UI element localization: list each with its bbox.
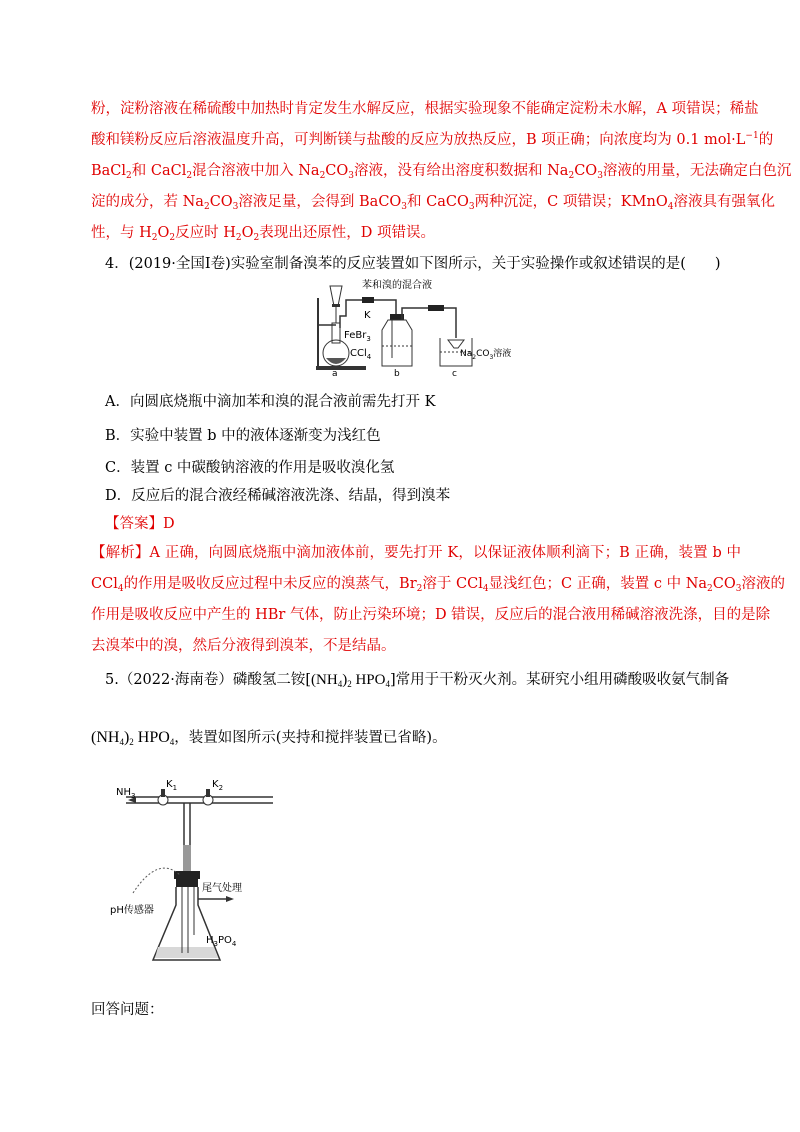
febr3-label: FeBr$_3$ — [344, 330, 371, 343]
q4-analysis-line-2: CCl$_4$的作用是吸收反应过程中未反应的溴蒸气，$Br_2$溶于 CCl$_4$显浅红色；C 正确，装置 c 中 $Na_2CO_3$溶液的 — [91, 576, 785, 594]
tail-gas-label: 尾气处理 — [202, 883, 242, 894]
question-4-stem: 4．(2019·全国Ⅰ卷)实验室制备溴苯的反应装置如下图所示，关于实验操作或叙述错误的是( ) — [105, 256, 721, 272]
option-c: C．装置 c 中碳酸钠溶液的作用是吸收溴化氢 — [105, 460, 395, 476]
k2-label: $K_2$ — [212, 779, 224, 792]
apparatus-b-label: b — [394, 369, 400, 376]
bromobenzene-apparatus-figure — [308, 278, 543, 376]
formula-nh4-2-hpo4: $(NH_4)_2$ $HPO_4$ — [311, 672, 390, 689]
apparatus-c-label: c — [452, 369, 457, 376]
nh3-label: $NH_3$ — [116, 787, 136, 800]
k1-label: $K_1$ — [166, 779, 178, 792]
question-5-stem: 5.（2022·海南卷）磷酸氢二铵[$(NH_4)_2$ $HPO_4$]常用于干粉灭火剂。某研究小组用磷酸吸收氨气制备 — [105, 672, 730, 689]
ammonia-absorption-figure — [108, 775, 288, 970]
q4-analysis-line-1: 【解析】A 正确，向圆底烧瓶中滴加液体前，要先打开 K，以保证液体顺利滴下；B 正确，装置 b 中 — [91, 545, 741, 561]
apparatus-a-label: a — [332, 369, 338, 376]
answer-prompt: 回答问题： — [91, 1002, 164, 1018]
option-b: B．实验中装置 b 中的液体逐渐变为浅红色 — [105, 428, 381, 444]
option-a: A．向圆底烧瓶中滴加苯和溴的混合液前需先打开 K — [105, 394, 436, 410]
analysis-line-2: 酸和镁粉反应后溶液温度升高，可判断镁与盐酸的反应为放热反应，B 项正确；向浓度均为 0.1 $mol\cdot L^{-1}$的 — [91, 131, 774, 148]
na2co3-label: $Na_2CO_3$溶液 — [460, 349, 512, 361]
analysis-line-4: 淀的成分，若 $Na_2CO_3$溶液足量，会得到 BaCO$_3$和 CaCO$_3$两种沉淀，C 项错误；KMnO$_4$溶液具有强氧化 — [91, 194, 775, 212]
valve-k-label: K — [364, 310, 371, 321]
q4-analysis-line-3: 作用是吸收反应中产生的 HBr 气体，防止污染环境；D 错误，反应后的混合液用稀碱溶液洗涤，目的是除 — [91, 607, 771, 623]
h3po4-label: $H_3PO_4$ — [206, 935, 237, 948]
ph-sensor-label: pH传感器 — [110, 905, 154, 916]
answer-label: 【答案】D — [105, 516, 175, 532]
analysis-line-3: BaCl$_2$和 CaCl$_2$混合溶液中加入 $Na_2CO_3$溶液，没有给出溶度积数据和 $Na_2CO_3$溶液的用量，无法确定白色沉 — [91, 163, 792, 181]
ccl4-label: CCl$_4$ — [350, 348, 372, 361]
formula-nh4-2-hpo4-2: $(NH_4)_2$ $HPO_4$ — [91, 729, 175, 747]
analysis-line-5: 性，与 $H_2O_2$反应时 $H_2O_2$表现出还原性，D 项错误。 — [91, 225, 435, 243]
analysis-line-1: 粉，淀粉溶液在稀硫酸中加热时肯定发生水解反应，根据实验现象不能确定淀粉未水解，A 项错误；稀盐 — [91, 101, 759, 117]
option-d: D．反应后的混合液经稀碱溶液洗涤、结晶，得到溴苯 — [105, 488, 451, 504]
mixture-label: 苯和溴的混合液 — [362, 280, 432, 291]
q4-analysis-line-4: 去溴苯中的溴，然后分液得到溴苯，不是结晶。 — [91, 638, 396, 654]
question-5-line-2: $(NH_4)_2$ $HPO_4$，装置如图所示(夹持和搅拌装置已省略)。 — [91, 729, 447, 747]
